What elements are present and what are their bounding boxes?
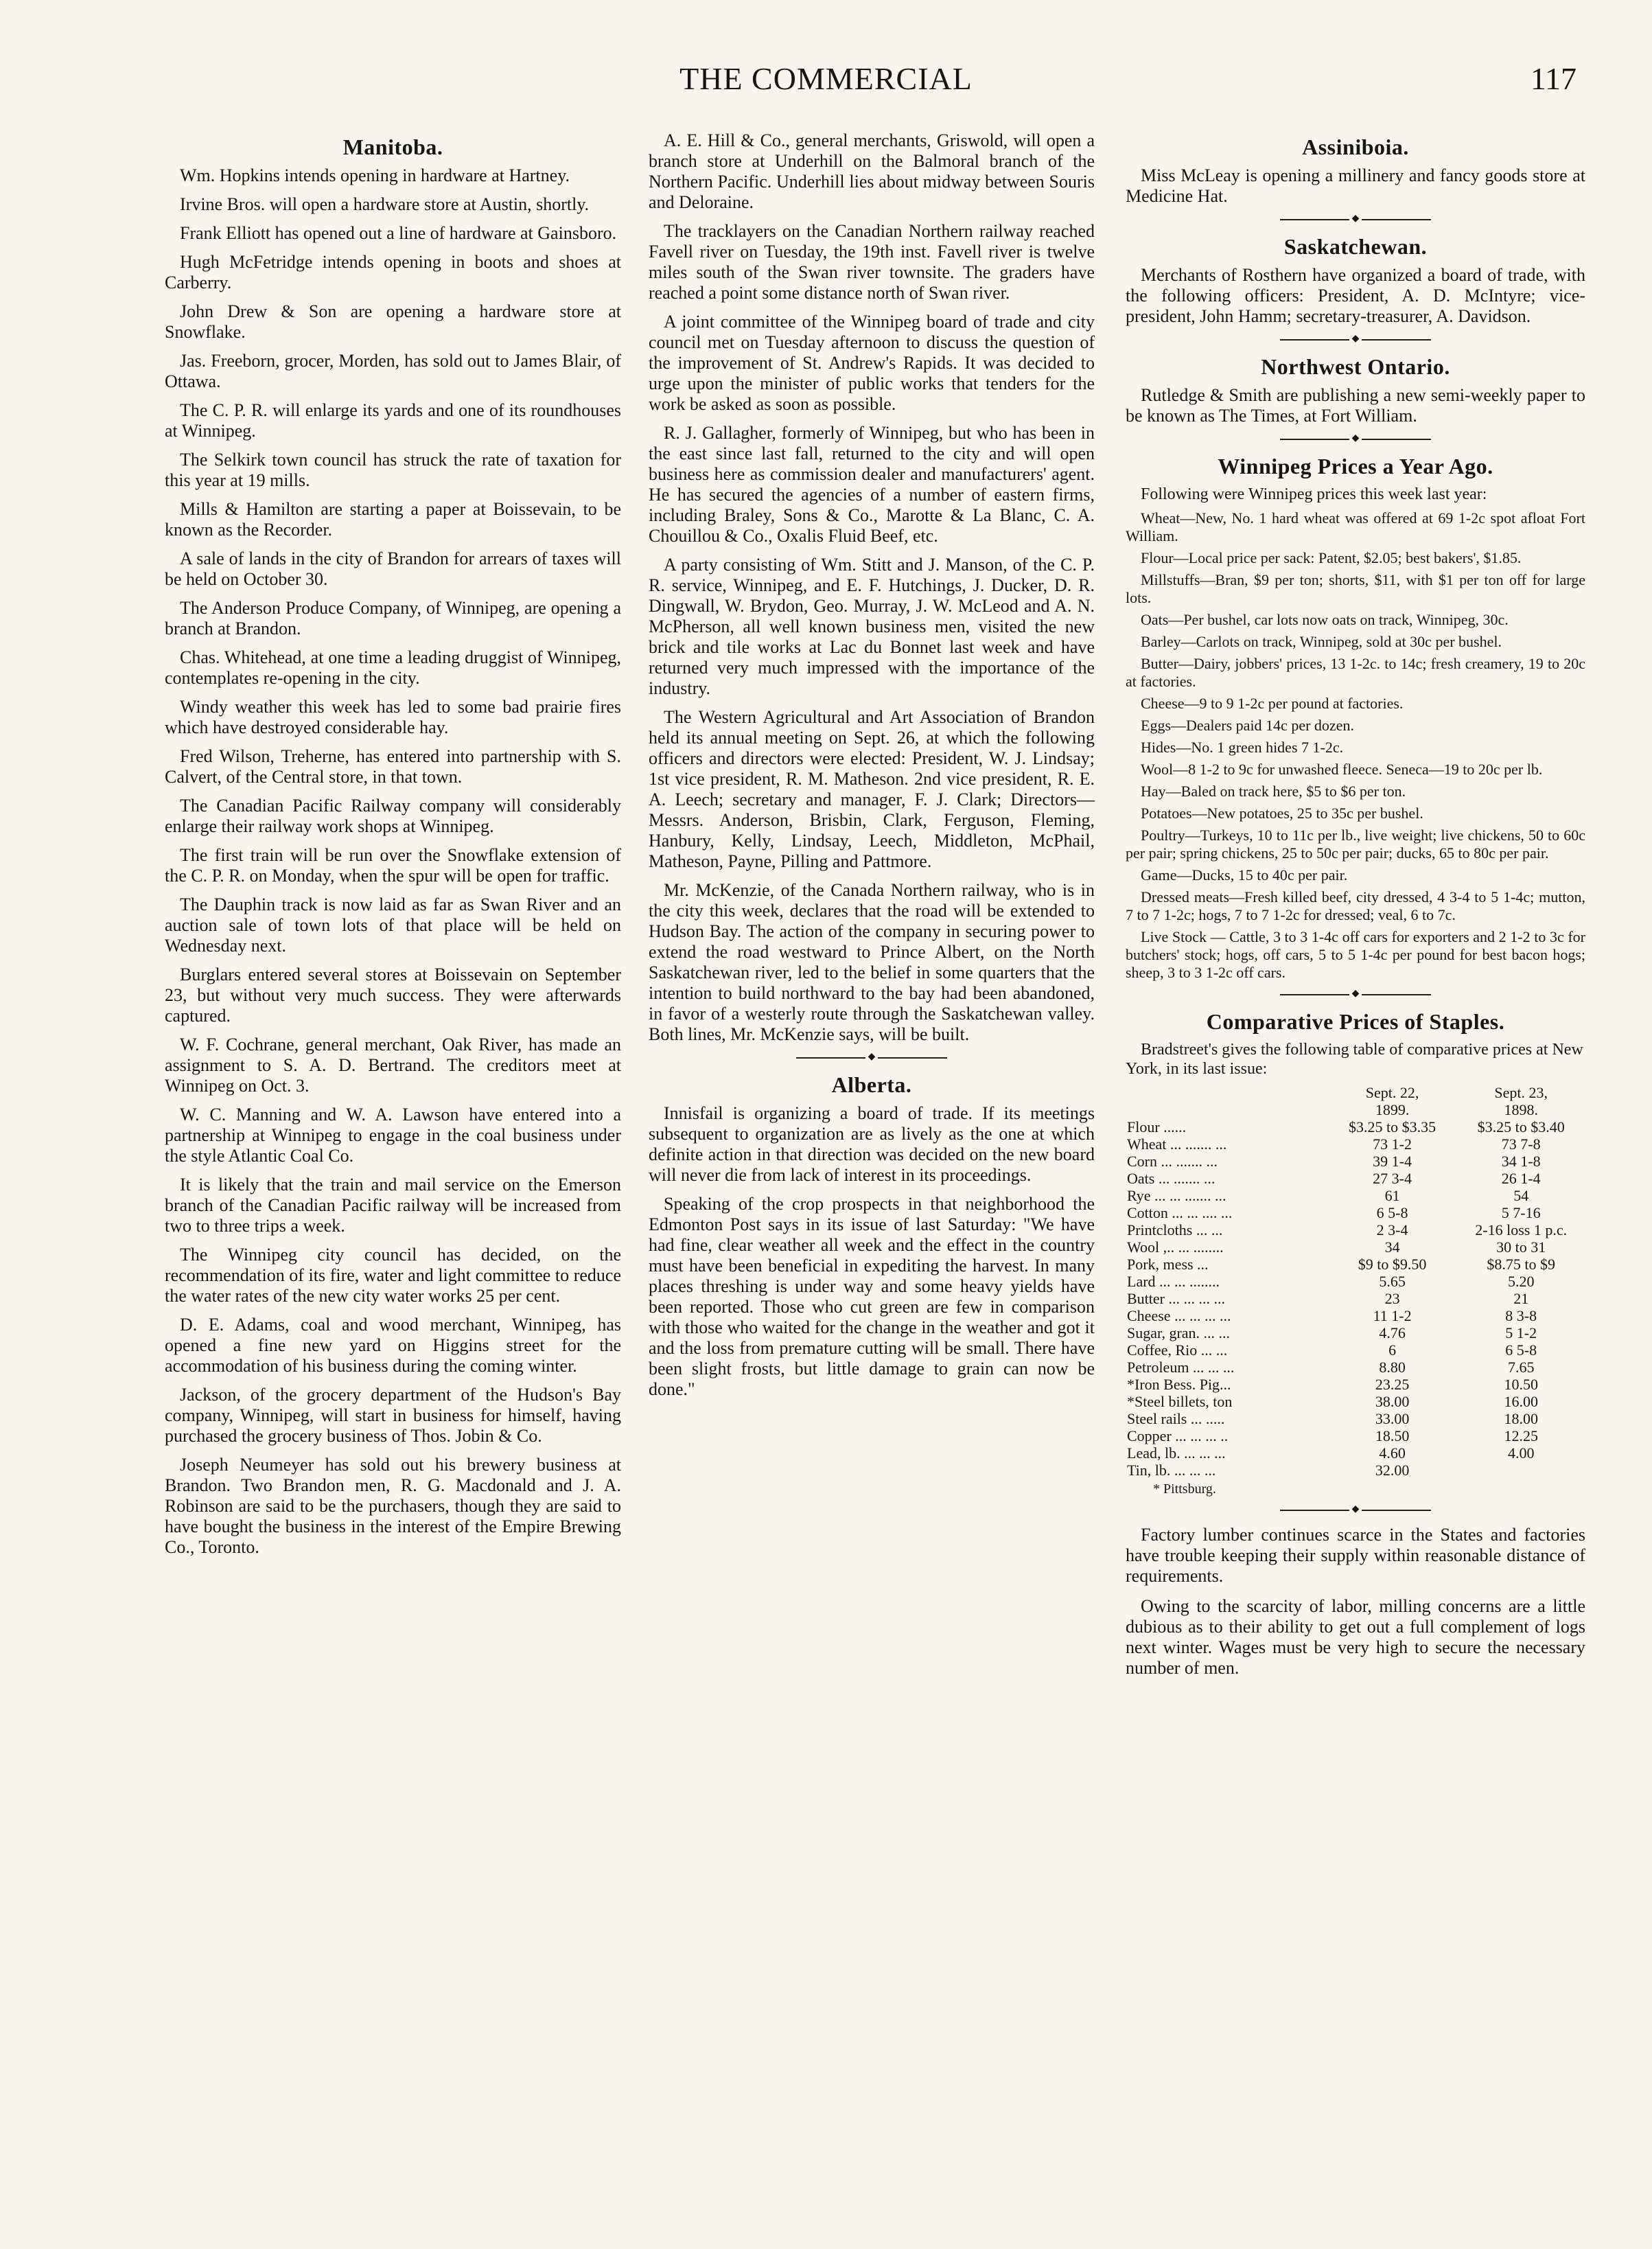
- staple-price-1898: 8 3-8: [1505, 1307, 1537, 1324]
- staple-name: Cotton ... ... .... ...: [1127, 1204, 1233, 1221]
- news-item: Fred Wilson, Treherne, has entered into partnership with S. Calvert, of the Central store, in that town.: [165, 746, 621, 787]
- price-item: Hay—Baled on track here, $5 to $6 per ton.: [1141, 783, 1406, 800]
- price-item: Eggs—Dealers paid 14c per dozen.: [1141, 717, 1354, 734]
- staples-row: [1126, 1153, 1585, 1170]
- staples-header-row: [1126, 1084, 1585, 1118]
- section-heading-manitoba: Manitoba.: [342, 135, 443, 159]
- news-item: The first train will be run over the Snowflake extension of the C. P. R. on Monday, when the spur will be open for traffic.: [165, 845, 621, 886]
- price-item: Oats—Per bushel, car lots now oats on track, Winnipeg, 30c.: [1141, 611, 1509, 628]
- section-heading-staples: Comparative Prices of Staples.: [1206, 1009, 1505, 1034]
- staple-name: Tin, lb. ... ... ...: [1127, 1462, 1216, 1479]
- col-a-date: Sept. 22,: [1365, 1084, 1419, 1101]
- staple-price-1898: 2-16 loss 1 p.c.: [1475, 1221, 1568, 1238]
- section-heading-northwest-ontario: Northwest Ontario.: [1261, 354, 1450, 379]
- assiniboia-text: Miss McLeay is opening a millinery and fancy goods store at Medicine Hat.: [1126, 165, 1585, 206]
- news-item: Speaking of the crop prospects in that neighborhood the Edmonton Post says in its issue of last Saturday: "We have had fine, clear weather all week and the effect in the country must have been beneficial in expediting the harvest. In many places threshing is under way and some heavy yields have been reported. Those who cut green are few in comparison with those who waited for the change in the weather and got it and the loss from premature cutting will be small. There have been slight frosts, but little damage to grain can now be done.": [649, 1194, 1095, 1399]
- staple-price-1899: $3.25 to $3.35: [1349, 1118, 1436, 1135]
- staple-price-1899: 6: [1388, 1341, 1397, 1359]
- staple-price-1899: 4.76: [1379, 1324, 1406, 1341]
- staples-row: [1126, 1290, 1585, 1307]
- price-item: Flour—Local price per sack: Patent, $2.05; best bakers', $1.85.: [1141, 549, 1522, 566]
- staples-row: [1126, 1238, 1585, 1256]
- news-item: Chas. Whitehead, at one time a leading druggist of Winnipeg, contemplates re-opening in the city.: [165, 647, 621, 688]
- staple-price-1899: 5.65: [1379, 1273, 1406, 1290]
- price-item: Dressed meats—Fresh killed beef, city dressed, 4 3-4 to 5 1-4c; mutton, 7 to 7 1-2c; hogs, 7 to 7 1-2c for dressed; veal, 6 to 7c.: [1126, 888, 1585, 923]
- news-item: A. E. Hill & Co., general merchants, Griswold, will open a branch store at Underhill on the Balmoral branch of the Northern Pacific. Underhill lies about midway between Souris and Deloraine.: [649, 130, 1095, 212]
- page-header: [0, 60, 1652, 108]
- staples-row: [1126, 1187, 1585, 1204]
- staples-row: [1126, 1410, 1585, 1427]
- northwest-ontario-text: Rutledge & Smith are publishing a new semi-weekly paper to be known as The Times, at Fort William.: [1126, 385, 1585, 426]
- col-b-date: Sept. 23,: [1494, 1084, 1548, 1101]
- news-item: The Winnipeg city council has decided, on the recommendation of its fire, water and light committee to reduce the water rates of the new city water works 25 per cent.: [165, 1245, 621, 1306]
- price-item: Poultry—Turkeys, 10 to 11c per lb., live weight; live chickens, 50 to 60c per pair; spring chickens, 25 to 50c per pair; ducks, 65 to 80c per pair.: [1126, 827, 1585, 862]
- section-heading-winnipeg-prices: Winnipeg Prices a Year Ago.: [1218, 454, 1493, 478]
- news-item: R. J. Gallagher, formerly of Winnipeg, but who has been in the east since last fall, returned to the city and will open business here as commission dealer and manufacturers' agent. He has secured the agencies of a number of eastern firms, including Braley, Sons & Co., Marotte & La Blanc, C. A. Chouillou & Co., Oxalis Fluid Beef, etc.: [649, 423, 1095, 546]
- price-item: Barley—Carlots on track, Winnipeg, sold at 30c per bushel.: [1141, 633, 1502, 650]
- news-item: Mr. McKenzie, of the Canada Northern railway, who is in the city this week, declares that the road will be extended to Hudson Bay. The action of the company in securing power to extend the road westward to Prince Albert, on the North Saskatchewan river, led to the belief in some quarters that the intention to build northward to the bay had been abandoned, in favor of a westerly route through the Saskatchewan valley. Both lines, Mr. McKenzie says, will be built.: [649, 880, 1095, 1044]
- staples-row: [1126, 1324, 1585, 1341]
- staple-price-1899: 34: [1384, 1238, 1400, 1256]
- column-left: [165, 130, 621, 1566]
- staple-price-1898: $8.75 to $9: [1487, 1256, 1555, 1273]
- news-item: The Dauphin track is now laid as far as Swan River and an auction sale of town lots of that place will be held on Wednesday next.: [165, 895, 621, 956]
- staples-row: [1126, 1273, 1585, 1290]
- price-item: Live Stock — Cattle, 3 to 3 1-4c off cars for exporters and 2 1-2 to 3c for butchers' stock; hogs, off cars, 5 to 5 1-4c per pound for best bacon hogs; sheep, 3 to 3 1-2c off cars.: [1126, 928, 1585, 981]
- price-item: Game—Ducks, 15 to 40c per pair.: [1141, 866, 1348, 884]
- staple-price-1899: 27 3-4: [1373, 1170, 1412, 1187]
- lumber-items: [1126, 1525, 1585, 1679]
- staple-name: *Iron Bess. Pig...: [1127, 1376, 1231, 1393]
- staples-row: [1126, 1462, 1585, 1479]
- col-a-year: 1899.: [1375, 1101, 1410, 1118]
- staple-name: Wheat ... ....... ...: [1127, 1135, 1227, 1153]
- section-divider: ◆: [796, 1054, 947, 1061]
- news-item: Jackson, of the grocery department of the Hudson's Bay company, Winnipeg, will start in business for himself, having purchased the grocery business of Thos. Jobin & Co.: [165, 1385, 621, 1446]
- news-item: A joint committee of the Winnipeg board of trade and city council met on Tuesday afternoon to discuss the question of the improvement of St. Andrew's Rapids. It was decided to urge upon the minister of public works that tenders for the work be asked as soon as possible.: [649, 312, 1095, 414]
- staple-price-1898: 5.20: [1507, 1273, 1535, 1290]
- news-item: Frank Elliott has opened out a line of hardware at Gainsboro.: [180, 223, 617, 243]
- staple-name: Printcloths ... ...: [1127, 1221, 1223, 1238]
- staple-price-1899: 23: [1384, 1290, 1400, 1307]
- saskatchewan-text: Merchants of Rosthern have organized a board of trade, with the following officers: President, A. D. McIntyre; vice-president, John Hamm; secretary-treasurer, A. Davidson.: [1126, 265, 1585, 326]
- column-middle: [649, 130, 1095, 1408]
- alberta-items: [649, 1103, 1095, 1400]
- section-divider: ◆: [1280, 336, 1431, 343]
- staple-name: Lard ... ... ........: [1127, 1273, 1220, 1290]
- price-item: Hides—No. 1 green hides 7 1-2c.: [1141, 739, 1344, 756]
- staple-price-1899: 38.00: [1375, 1393, 1410, 1410]
- staples-row: [1126, 1118, 1585, 1135]
- staple-price-1898: 16.00: [1504, 1393, 1538, 1410]
- staple-name: Lead, lb. ... ... ...: [1127, 1444, 1226, 1462]
- staples-row: [1126, 1170, 1585, 1187]
- price-item: Millstuffs—Bran, $9 per ton; shorts, $11, with $1 per ton off for large lots.: [1126, 571, 1585, 606]
- news-item: Innisfail is organizing a board of trade. If its meetings subsequent to organization are as lively as the one at which definite action in that direction was decided on the new board will never die from lack of interest in its proceedings.: [649, 1103, 1095, 1185]
- news-item: Jas. Freeborn, grocer, Morden, has sold out to James Blair, of Ottawa.: [165, 351, 621, 391]
- staple-price-1899: 23.25: [1375, 1376, 1410, 1393]
- staple-name: Flour ......: [1127, 1118, 1187, 1135]
- staple-price-1898: 26 1-4: [1501, 1170, 1541, 1187]
- news-item: Burglars entered several stores at Boissevain on September 23, but without very much success. They were afterwards captured.: [165, 965, 621, 1026]
- staples-footnote: * Pittsburg.: [1153, 1481, 1216, 1497]
- price-item: Cheese—9 to 9 1-2c per pound at factories.: [1141, 695, 1404, 712]
- price-item: Wool—8 1-2 to 9c for unwashed fleece. Seneca—19 to 20c per lb.: [1141, 761, 1543, 778]
- staple-price-1898: 10.50: [1504, 1376, 1538, 1393]
- staples-row: [1126, 1204, 1585, 1221]
- staple-price-1898: 21: [1513, 1290, 1529, 1307]
- staples-row: [1126, 1256, 1585, 1273]
- staple-price-1899: 73 1-2: [1373, 1135, 1412, 1153]
- news-item: Windy weather this week has led to some bad prairie fires which have destroyed considerable hay.: [165, 697, 621, 737]
- news-item: Irvine Bros. will open a hardware store at Austin, shortly.: [180, 194, 590, 214]
- manitoba-items: [165, 165, 621, 1558]
- news-item: The tracklayers on the Canadian Northern railway reached Favell river on Tuesday, the 19th inst. Favell river is twelve miles south of the Swan river townsite. The graders have reached a point some distance north of Swan river.: [649, 221, 1095, 303]
- news-item: The Anderson Produce Company, of Winnipeg, are opening a branch at Brandon.: [165, 598, 621, 638]
- news-item: Joseph Neumeyer has sold out his brewery business at Brandon. Two Brandon men, R. G. Macdonald and J. A. Robinson are said to be the purchasers, though they are said to have bought the business in the interest of the Empire Brewing Co., Toronto.: [165, 1455, 621, 1557]
- staple-price-1898: 12.25: [1504, 1427, 1538, 1444]
- staple-price-1898: 54: [1513, 1187, 1529, 1204]
- news-item: W. C. Manning and W. A. Lawson have entered into a partnership at Winnipeg to engage in the coal business under the style Atlantic Coal Co.: [165, 1105, 621, 1166]
- staple-price-1898: 4.00: [1507, 1444, 1535, 1462]
- prices-intro: Following were Winnipeg prices this week last year:: [1141, 485, 1487, 503]
- staple-name: Pork, mess ...: [1127, 1256, 1209, 1273]
- staples-row: [1126, 1393, 1585, 1410]
- news-item: John Drew & Son are opening a hardware store at Snowflake.: [165, 301, 621, 342]
- news-item: Hugh McFetridge intends opening in boots and shoes at Carberry.: [165, 252, 621, 292]
- news-item: A sale of lands in the city of Brandon for arrears of taxes will be held on October 30.: [165, 549, 621, 589]
- news-item: It is likely that the train and mail service on the Emerson branch of the Canadian Pacific railway will be increased from two to three trips a week.: [165, 1175, 621, 1236]
- staple-price-1898: 18.00: [1504, 1410, 1538, 1427]
- staple-price-1898: 5 7-16: [1501, 1204, 1541, 1221]
- staple-price-1898: 7.65: [1507, 1359, 1535, 1376]
- news-item: W. F. Cochrane, general merchant, Oak River, has made an assignment to S. A. D. Bertrand. The creditors meet at Winnipeg on Oct. 3.: [165, 1035, 621, 1096]
- news-item: The Western Agricultural and Art Association of Brandon held its annual meeting on Sept. 26, at which the following officers and directors were elected: President, W. J. Lindsay; 1st vice president, R. M. Matheson. 2nd vice president, R. E. A. Leech; secretary and manager, F. J. Clark; Directors—Messrs. Anderson, Brisbin, Clark, Ferguson, Fleming, Hanbury, Kelly, Lindsay, Leech, Middleton, McPhail, Matheson, Payne, Pilling and Pattmore.: [649, 707, 1095, 871]
- staple-name: Copper ... ... ... ..: [1127, 1427, 1229, 1444]
- staple-name: Butter ... ... ... ...: [1127, 1290, 1225, 1307]
- staples-row: [1126, 1376, 1585, 1393]
- staples-intro: Bradstreet's gives the following table of comparative prices at New York, in its last issue:: [1126, 1041, 1583, 1078]
- news-item: The Selkirk town council has struck the rate of taxation for this year at 19 mills.: [165, 450, 621, 490]
- staples-table: [1126, 1084, 1585, 1479]
- staple-name: Steel rails ... .....: [1127, 1410, 1225, 1427]
- staple-price-1899: 39 1-4: [1373, 1153, 1412, 1170]
- staple-name: Corn ... ....... ...: [1127, 1153, 1218, 1170]
- staple-name: Coffee, Rio ... ...: [1127, 1341, 1228, 1359]
- staples-col-a-header: [1328, 1084, 1457, 1118]
- staple-price-1899: 4.60: [1379, 1444, 1406, 1462]
- staple-price-1899: 8.80: [1379, 1359, 1406, 1376]
- news-item: Owing to the scarcity of labor, milling concerns are a little dubious as to their ability to get out a full complement of logs next winter. Wages must be very high to secure the necessary number of men.: [1126, 1596, 1585, 1678]
- staples-col-b-header: [1456, 1084, 1585, 1118]
- staple-price-1899: $9 to $9.50: [1358, 1256, 1427, 1273]
- section-divider: ◆: [1280, 436, 1431, 443]
- staples-row: [1126, 1341, 1585, 1359]
- staple-name: Wool ,.. ... ........: [1127, 1238, 1224, 1256]
- staple-name: Cheese ... ... ... ...: [1127, 1307, 1231, 1324]
- staple-price-1899: 2 3-4: [1376, 1221, 1408, 1238]
- staple-name: Oats ... ....... ...: [1127, 1170, 1215, 1187]
- news-item: The C. P. R. will enlarge its yards and one of its roundhouses at Winnipeg.: [165, 400, 621, 441]
- section-divider: ◆: [1280, 216, 1431, 223]
- section-heading-assiniboia: Assiniboia.: [1302, 135, 1409, 159]
- staples-body: [1126, 1118, 1585, 1479]
- news-item: Factory lumber continues scarce in the States and factories have trouble keeping their supply within reasonable distance of requirements.: [1126, 1525, 1585, 1586]
- news-item: The Canadian Pacific Railway company will considerably enlarge their railway work shops at Winnipeg.: [165, 796, 621, 836]
- section-divider: ◆: [1280, 991, 1431, 998]
- staple-price-1898: 30 to 31: [1496, 1238, 1546, 1256]
- staple-price-1898: 5 1-2: [1505, 1324, 1537, 1341]
- staple-price-1899: 32.00: [1375, 1462, 1410, 1479]
- staple-price-1898: 6 5-8: [1505, 1341, 1537, 1359]
- column-right: [1126, 130, 1585, 1685]
- staple-price-1898: $3.25 to $3.40: [1477, 1118, 1565, 1135]
- staple-name: Rye ... ... ....... ...: [1127, 1187, 1226, 1204]
- section-heading-saskatchewan: Saskatchewan.: [1283, 234, 1428, 259]
- newspaper-title: THE COMMERCIAL: [679, 61, 973, 96]
- staples-row: [1126, 1135, 1585, 1153]
- staple-price-1899: 6 5-8: [1376, 1204, 1408, 1221]
- staples-row: [1126, 1427, 1585, 1444]
- news-item: D. E. Adams, coal and wood merchant, Winnipeg, has opened a fine new yard on Higgins street for the accommodation of his business during the coming winter.: [165, 1315, 621, 1376]
- section-divider: ◆: [1280, 1507, 1431, 1514]
- news-item: A party consisting of Wm. Stitt and J. Manson, of the C. P. R. service, Winnipeg, and E. F. Hutchings, J. Ducker, D. R. Dingwall, W. Brydon, Geo. Murray, J. W. McLeod and A. N. McPherson, all well known business men, visited the new brick and tile works at Lac du Bonnet last week and have returned very much impressed with the importance of the industry.: [649, 555, 1095, 698]
- staple-price-1899: 61: [1384, 1187, 1400, 1204]
- price-item: Potatoes—New potatoes, 25 to 35c per bushel.: [1141, 805, 1423, 822]
- news-item: Mills & Hamilton are starting a paper at Boissevain, to be known as the Recorder.: [165, 499, 621, 540]
- staple-price-1898: 73 7-8: [1501, 1135, 1541, 1153]
- section-heading-alberta: Alberta.: [831, 1072, 912, 1097]
- staple-price-1898: 34 1-8: [1501, 1153, 1541, 1170]
- price-item: Butter—Dairy, jobbers' prices, 13 1-2c. to 14c; fresh creamery, 19 to 20c at factories.: [1126, 655, 1585, 690]
- manitoba-items-continued: [649, 130, 1095, 1045]
- staples-row: [1126, 1444, 1585, 1462]
- price-list: [1126, 509, 1585, 982]
- staples-row: [1126, 1307, 1585, 1324]
- page-number: 117: [1530, 61, 1577, 96]
- price-item: Wheat—New, No. 1 hard wheat was offered at 69 1-2c spot afloat Fort William.: [1126, 509, 1585, 544]
- staple-name: Sugar, gran. ... ...: [1127, 1324, 1231, 1341]
- staples-row: [1126, 1359, 1585, 1376]
- col-b-year: 1898.: [1504, 1101, 1538, 1118]
- staple-price-1899: 18.50: [1375, 1427, 1410, 1444]
- staple-price-1899: 11 1-2: [1373, 1307, 1412, 1324]
- staple-name: *Steel billets, ton: [1127, 1393, 1233, 1410]
- staples-row: [1126, 1221, 1585, 1238]
- staple-price-1899: 33.00: [1375, 1410, 1410, 1427]
- staple-price-1898: [1456, 1462, 1585, 1479]
- news-item: Wm. Hopkins intends opening in hardware at Hartney.: [180, 165, 570, 185]
- staple-name: Petroleum ... ... ...: [1127, 1359, 1235, 1376]
